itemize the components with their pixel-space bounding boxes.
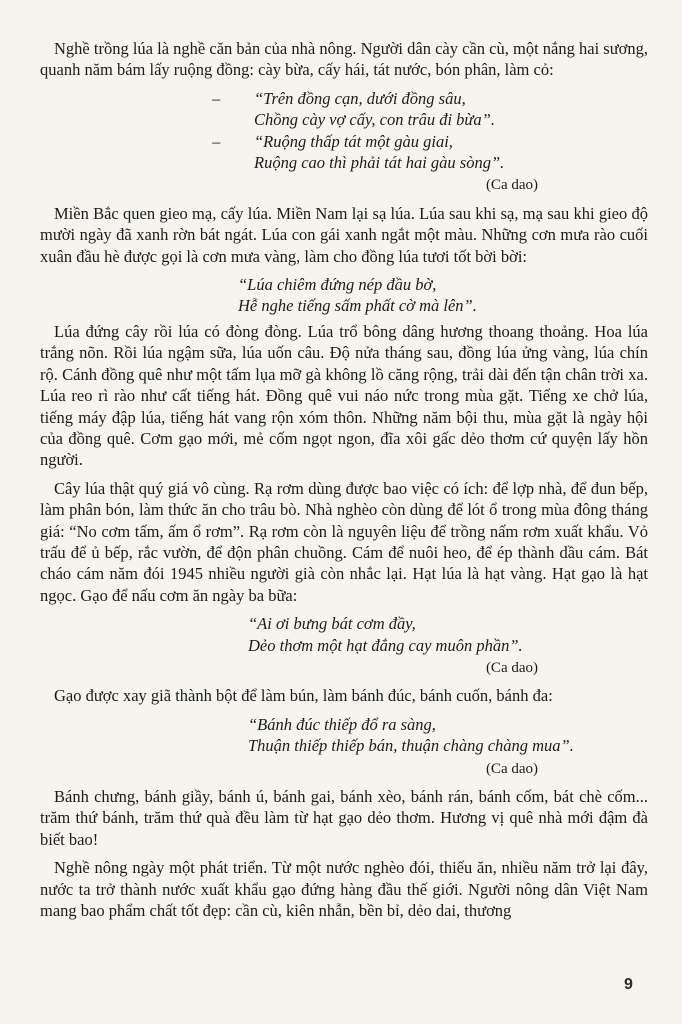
verse-1-line-3: – “Ruộng thấp tát một gàu giai, [212, 131, 453, 151]
verse-1-line-1: – “Trên đồng cạn, dưới đồng sâu, [212, 88, 466, 108]
page-number: 9 [624, 976, 633, 993]
verse-1-attribution: (Ca dao) [485, 177, 538, 194]
paragraph-6: Bánh chưng, bánh giầy, bánh ú, bánh gai, bánh xèo, bánh rán, bánh cốm, bát chè cốm... trăm thứ bánh, trăm thứ quà đều làm từ hạt gạo dẻo thơm. Hương vị quê nhà mới đậm đà biết bao! [40, 787, 648, 849]
verse-2 [40, 274, 648, 317]
verse-4-attribution: (Ca dao) [485, 760, 538, 777]
verse-3-line-1: “Ai ơi bưng bát cơm đầy, [248, 614, 416, 634]
verse-1-line-2: Chồng cày vợ cấy, con trâu đi bừa”. [254, 110, 495, 130]
paragraph-7: Nghề nông ngày một phát triển. Từ một nước nghèo đói, thiếu ăn, nhiều năm trở lại đây, nước ta trở thành nước xuất khẩu gạo đứng hàng đầu thế giới. Người nông dân Việt Nam mang bao phẩm chất tốt đẹp: cần cù, kiên nhẫn, bền bỉ, dẻo dai, thương [40, 858, 648, 921]
paragraph-4: Cây lúa thật quý giá vô cùng. Rạ rơm dùng được bao việc có ích: để lợp nhà, để đun bếp, làm phân bón, làm thức ăn cho trâu bò. Nhà nghèo còn dùng để lót ổ trong mùa đông tháng giá: “No cơm tấm, ấm ổ rơm”. Rạ rơm còn là nguyên liệu để trồng nấm rơm xuất khẩu. Vỏ trấu để ủ bếp, rắc vườn, để độn phân chuồng. Cám để nuôi heo, để ép thành dầu cám. Bát cháo cám năm đói 1945 nhiều người già còn nhắc lại. Hạt lúa là hạt vàng. Hạt gạo là hạt ngọc. Gạo để nấu cơm ăn ngày ba bữa: [40, 478, 648, 605]
paragraph-2: Miền Bắc quen gieo mạ, cấy lúa. Miền Nam lại sạ lúa. Lúa sau khi sạ, mạ sau khi gieo độ mười ngày đã xanh rờn bát ngát. Lúa con gái xanh ngắt một màu. Những cơn mưa rào cuối xuân đầu hè được gọi là cơn mưa vàng, làm cho đồng lúa tươi tốt bời bời: [40, 203, 648, 266]
verse-2-line-1: “Lúa chiêm đứng nép đầu bờ, [238, 275, 437, 295]
paragraph-3: Lúa đứng cây rồi lúa có đòng đòng. Lúa trổ bông dâng hương thoang thoảng. Hoa lúa trắng nõn. Rồi lúa ngậm sữa, lúa uốn câu. Độ nửa tháng sau, đồng lúa ửng vàng, lúa chín rộ. Cánh đồng quê như một tấm lụa mỡ gà không lồ căng rộng, trải dài đến tận chân trời xa. Lúa reo rì rào như cất tiếng hát. Đồng quê vui náo nức trong mùa gặt. Tiếng xe chở lúa, tiếng máy đập lúa, tiếng hát vang rộn xóm thôn. Những năm bội thu, mùa gặt là ngày hội của đồng quê. Cơm gạo mới, mẻ cốm ngọt ngon, đĩa xôi gấc dẻo thơm cứ quyện lấy hồn người. [40, 321, 648, 470]
verse-4-line-1: “Bánh đúc thiếp đổ ra sàng, [248, 714, 436, 734]
paragraph-1: Nghề trồng lúa là nghề căn bản của nhà nông. Người dân cày cần cù, một nắng hai sương, quanh năm bám lấy ruộng đồng: cày bừa, cấy hái, tát nước, bón phân, làm cỏ: [40, 39, 648, 80]
verse-3-attribution: (Ca dao) [485, 659, 538, 676]
verse-4-line-2: Thuận thiếp thiếp bán, thuận chàng chàng mua”. [248, 736, 574, 756]
verse-1-line-4: Ruộng cao thì phải tát hai gàu sòng”. [254, 153, 505, 173]
verse-4 [40, 714, 648, 757]
paragraph-5: Gạo được xay giã thành bột để làm bún, làm bánh đúc, bánh cuốn, bánh đa: [54, 686, 553, 706]
verse-3 [40, 613, 648, 656]
verse-1 [40, 88, 648, 174]
verse-2-line-2: Hễ nghe tiếng sấm phất cờ mà lên”. [238, 296, 477, 316]
verse-3-line-2: Dẻo thơm một hạt đắng cay muôn phần”. [248, 635, 523, 655]
page-body [40, 38, 648, 928]
